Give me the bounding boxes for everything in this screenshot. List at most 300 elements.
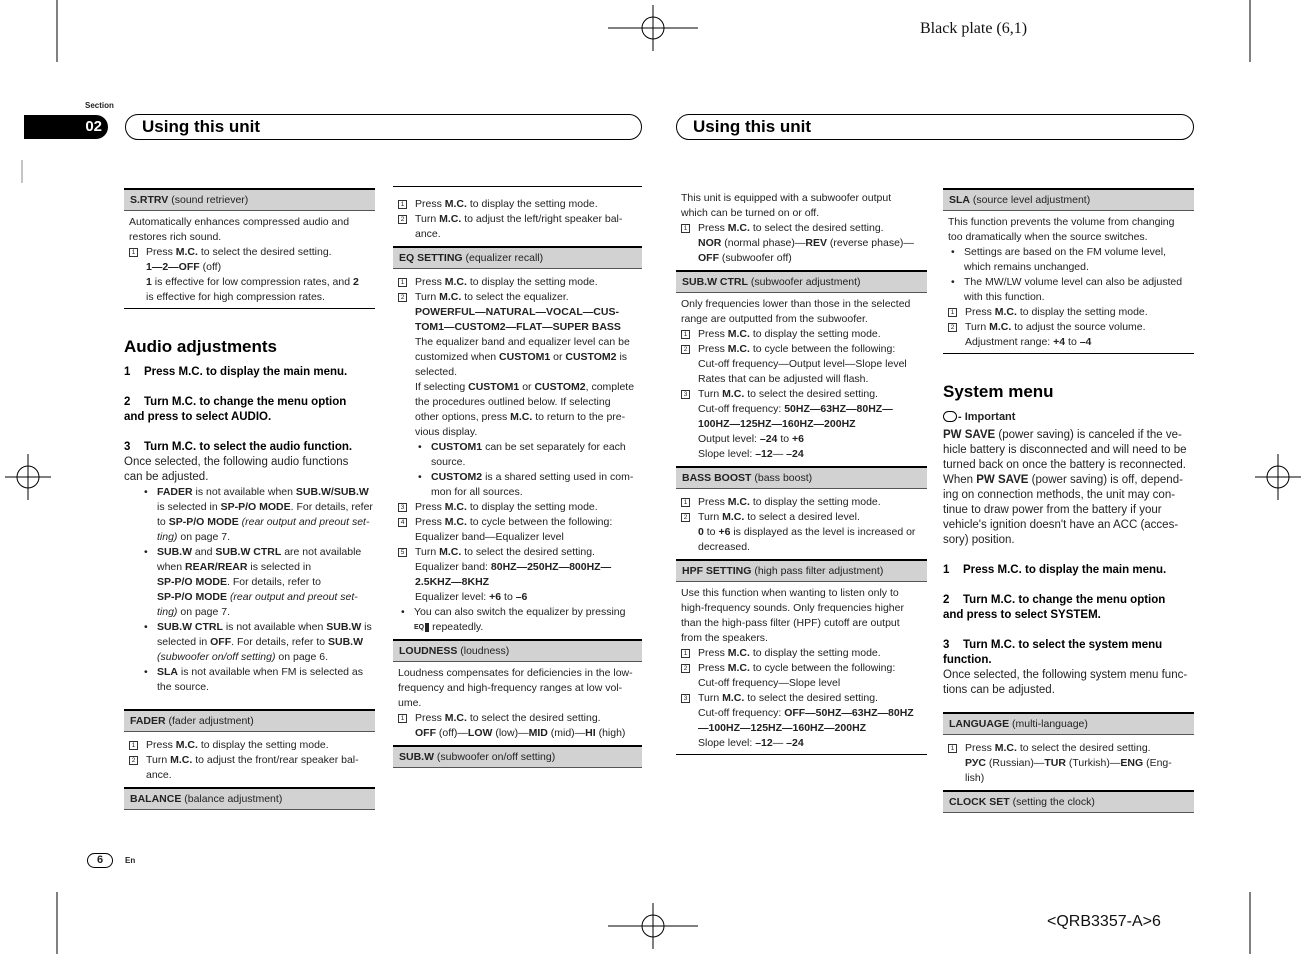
- bold-text: +6: [792, 433, 804, 445]
- text-line: [398, 696, 642, 711]
- text-run: from the speakers.: [681, 632, 768, 644]
- procedure-step-heading: [943, 638, 1194, 668]
- text-run: and: [192, 546, 216, 558]
- step-item: [948, 741, 1194, 756]
- text-line: [948, 771, 1194, 786]
- step-number-box: 2: [681, 664, 690, 673]
- text-line: [681, 357, 927, 372]
- bold-text: M.C.: [727, 343, 750, 355]
- text-run: is a shared setting used in com-: [482, 471, 634, 483]
- bold-text: –12: [755, 737, 773, 749]
- text-run: (Eng-: [1143, 757, 1172, 769]
- section-header-subtitle: (bass boost): [751, 472, 813, 484]
- bold-text: M.C.: [444, 712, 467, 724]
- bold-text: —100HZ—125HZ—160HZ—200HZ: [698, 722, 867, 734]
- bold-text: –24: [786, 448, 804, 460]
- step-heading-line: [124, 410, 375, 425]
- bold-text: NOR: [698, 237, 722, 249]
- text-run: Once selected, the following audio functions: [124, 456, 349, 468]
- text-line: [681, 236, 927, 251]
- step-number-box: 4: [398, 518, 407, 527]
- text-run: When: [943, 474, 977, 486]
- section-label: Section: [85, 101, 114, 110]
- text-run: to display the setting mode.: [466, 276, 598, 288]
- step-item: [129, 245, 375, 260]
- text-run: to display the setting mode.: [749, 496, 881, 508]
- step-number: 3: [124, 441, 131, 453]
- text-run: to adjust the front/rear speaker bal-: [192, 754, 359, 766]
- bold-text: CUSTOM1: [468, 381, 520, 393]
- text-line: [124, 635, 375, 650]
- text-run: to display the setting mode.: [1016, 306, 1148, 318]
- step-number-box: 1: [398, 278, 407, 287]
- text-line: [681, 417, 927, 432]
- document-code: <QRB3357-A>6: [1047, 913, 1161, 930]
- bold-text: +6: [489, 591, 502, 603]
- text-run: Press: [415, 516, 445, 528]
- text-run: which remains unchanged.: [964, 261, 1089, 273]
- text-line: [681, 721, 927, 736]
- text-run: is not available when: [222, 621, 327, 633]
- bold-text: SUB.W: [328, 636, 363, 648]
- text-run: to cycle between the following:: [749, 343, 896, 355]
- registration-mark-left: [5, 454, 51, 500]
- step-item: [948, 320, 1194, 335]
- text-run: is not available when: [192, 486, 296, 498]
- section-header-title: SUB.W CTRL: [682, 276, 748, 288]
- text-line: [129, 215, 375, 230]
- step-item: [681, 510, 927, 525]
- section-header-sla: [943, 188, 1194, 211]
- important-label: - Important: [958, 411, 1016, 423]
- section-header-clock-set: [943, 790, 1194, 813]
- bold-text: CUSTOM2: [431, 471, 483, 483]
- text-run: other options, press: [415, 411, 511, 423]
- text-line: [398, 726, 642, 741]
- text-line: [124, 500, 375, 515]
- bold-text: M.C.: [170, 754, 193, 766]
- text-run: ance.: [415, 228, 441, 240]
- procedure-step-heading: [124, 395, 375, 425]
- text-run: to select the desired setting.: [749, 222, 884, 234]
- step-heading-line: [943, 653, 1194, 668]
- step-heading-line: [943, 593, 1194, 608]
- bullet-item: [948, 245, 1194, 260]
- text-run: (off)—: [436, 727, 468, 739]
- text-run: to select a desired level.: [744, 511, 860, 523]
- column-4: [943, 186, 1194, 817]
- important-icon: [943, 411, 957, 422]
- text-line: [948, 215, 1194, 230]
- step-item: [681, 646, 927, 661]
- text-run: Loudness compensates for deficiencies in the low-: [398, 667, 633, 679]
- bold-text: OFF: [698, 252, 719, 264]
- step-number-box: 1: [681, 649, 690, 658]
- text-line: [398, 590, 642, 605]
- column-3: [676, 186, 927, 755]
- bullet-item: [124, 485, 375, 500]
- text-run: Press: [146, 246, 176, 258]
- text-run: Press: [415, 501, 445, 513]
- text-run: —: [772, 448, 787, 460]
- bullet-item: [398, 605, 642, 620]
- text-run: decreased.: [698, 541, 750, 553]
- text-run: on page 7.: [177, 531, 230, 543]
- text-run: (reverse phase)—: [826, 237, 914, 249]
- step-heading-line: [124, 440, 375, 455]
- text-run: or: [519, 381, 535, 393]
- step-number-box: 3: [398, 503, 407, 512]
- column-1: [124, 186, 375, 814]
- text-line: [681, 297, 927, 312]
- section-header-loudness: [393, 639, 642, 662]
- step-item: [398, 711, 642, 726]
- bold-text: CUSTOM1: [499, 351, 551, 363]
- bold-text: LOW: [467, 727, 493, 739]
- text-line: [943, 683, 1194, 698]
- text-run: to display the setting mode.: [197, 739, 329, 751]
- text-run: (power saving) is off, depend-: [1028, 474, 1183, 486]
- bold-text: SP-P/O MODE: [220, 501, 291, 513]
- text-line: [681, 312, 927, 327]
- text-run: to adjust the source volume.: [1011, 321, 1146, 333]
- step-number-box: 2: [398, 293, 407, 302]
- step-heading-text: function.: [943, 654, 992, 666]
- text-run: Press: [698, 343, 728, 355]
- text-run: turned back on once the battery is reconnected.: [943, 459, 1186, 471]
- section-header-s-rtrv: [124, 188, 375, 211]
- text-run: mon for all sources.: [431, 486, 523, 498]
- section-header-subtitle: (setting the clock): [1009, 796, 1095, 808]
- section-header-title: FADER: [130, 715, 166, 727]
- text-line: [948, 260, 1194, 275]
- column-2: [393, 186, 642, 772]
- text-line: [681, 736, 927, 751]
- step-heading-text: Turn M.C. to select the audio function.: [144, 441, 353, 453]
- text-line: [398, 575, 642, 590]
- bold-text: CUSTOM2: [534, 381, 586, 393]
- step-number-box: 3: [681, 694, 690, 703]
- text-line: [398, 666, 642, 681]
- bold-text: REAR/REAR: [185, 561, 248, 573]
- text-line: [948, 335, 1194, 350]
- step-heading-text: and press to select AUDIO.: [124, 411, 272, 423]
- step-number-box: 3: [681, 390, 690, 399]
- bold-text: SUB.W CTRL: [215, 546, 282, 558]
- text-run: Press: [698, 496, 728, 508]
- bold-text: 2: [353, 276, 359, 288]
- text-run: on page 6.: [275, 651, 329, 663]
- section-header-title: S.RTRV: [130, 194, 169, 206]
- text-run: This function prevents the volume from changing: [948, 216, 1175, 228]
- text-run: Rates that can be adjusted will flash.: [698, 373, 869, 385]
- text-run: selected in: [157, 636, 211, 648]
- section-body: [393, 666, 642, 741]
- text-line: [681, 525, 927, 540]
- bold-text: РУС: [965, 757, 986, 769]
- text-line: [398, 681, 642, 696]
- bold-text: M.C.: [510, 411, 533, 423]
- registration-mark-top: [608, 5, 698, 51]
- bold-text: POWERFUL—NATURAL—VOCAL—CUS-: [415, 306, 619, 318]
- bold-text: ENG: [1120, 757, 1144, 769]
- text-line: [943, 503, 1194, 518]
- text-run: source.: [431, 456, 466, 468]
- text-run: to select the equalizer.: [461, 291, 569, 303]
- text-run: Turn: [415, 213, 440, 225]
- text-run: to cycle between the following:: [749, 662, 896, 674]
- section-header-language: [943, 712, 1194, 735]
- section-header-subtitle: (high pass filter adjustment): [751, 565, 884, 577]
- text-line: [681, 372, 927, 387]
- bold-text: TOM1—CUSTOM2—FLAT—SUPER BASS: [415, 321, 621, 333]
- text-run: Press: [698, 662, 728, 674]
- bold-text: CUSTOM2: [565, 351, 617, 363]
- text-line: [129, 768, 375, 783]
- bullet-icon: •: [418, 441, 422, 453]
- bold-text: –24: [759, 433, 778, 445]
- body-text: [124, 455, 375, 695]
- step-item: [398, 545, 642, 560]
- text-run: . For details, refer to: [231, 636, 328, 648]
- bullet-icon: •: [144, 621, 148, 633]
- text-line: [943, 473, 1194, 488]
- section-header-eq-setting: [393, 246, 642, 269]
- step-item: [681, 327, 927, 342]
- step-number: 3: [943, 639, 950, 651]
- text-run: This unit is equipped with a subwoofer output: [681, 192, 892, 204]
- text-run: Press: [415, 198, 445, 210]
- step-number-box: 2: [129, 756, 138, 765]
- bold-text: M.C.: [439, 213, 462, 225]
- text-run: to display the setting mode.: [749, 647, 881, 659]
- text-run: If selecting: [415, 381, 469, 393]
- bold-text: M.C.: [727, 328, 750, 340]
- text-run: to select the desired setting.: [744, 692, 878, 704]
- section-header-title: SUB.W: [399, 751, 434, 763]
- text-run: to display the setting mode.: [749, 328, 881, 340]
- italic-text: (subwoofer on/off setting): [157, 651, 276, 663]
- bold-text: SLA: [157, 666, 178, 678]
- text-run: Only frequencies lower than those in the selected: [681, 298, 911, 310]
- bold-text: MID: [528, 727, 548, 739]
- text-run: to: [157, 516, 169, 528]
- text-line: [681, 586, 927, 601]
- section-header-title: LANGUAGE: [949, 718, 1010, 730]
- text-line: [398, 320, 642, 335]
- text-run: to select the desired setting.: [744, 388, 878, 400]
- text-line: [124, 530, 375, 545]
- text-line: [124, 680, 375, 695]
- section-body: [676, 586, 927, 755]
- bullet-icon: •: [951, 246, 955, 258]
- step-item: [681, 342, 927, 357]
- bold-text: M.C.: [722, 692, 745, 704]
- text-line: [943, 458, 1194, 473]
- text-run: (power saving) is canceled if the ve-: [995, 429, 1182, 441]
- text-run: Settings are based on the FM volume level,: [964, 246, 1166, 258]
- section-body: [393, 186, 642, 242]
- italic-text: ting): [157, 606, 178, 618]
- text-run: is effective for low compression rates, and: [151, 276, 353, 288]
- text-run: range are outputted from the subwoofer.: [681, 313, 868, 325]
- text-run: Cut-off frequency—Output level—Slope level: [698, 358, 907, 370]
- text-line: [398, 380, 642, 395]
- text-run: selected.: [415, 366, 458, 378]
- text-run: Turn: [415, 291, 440, 303]
- step-number: 2: [124, 396, 131, 408]
- step-number-box: 1: [398, 200, 407, 209]
- section-number-tab: 02: [24, 115, 108, 139]
- text-line: [943, 668, 1194, 683]
- bullet-icon: •: [144, 546, 148, 558]
- step-item: [398, 212, 642, 227]
- text-run: tions can be adjusted.: [943, 684, 1055, 696]
- text-line: [398, 227, 642, 242]
- procedure-step-heading: [124, 440, 375, 455]
- bullet-icon: •: [951, 276, 955, 288]
- step-number-box: 1: [681, 498, 690, 507]
- section-header-sub-w-ctrl: [676, 270, 927, 293]
- text-line: [943, 443, 1194, 458]
- text-run: Cut-off frequency:: [698, 403, 785, 415]
- text-run: the procedures outlined below. If selecting: [415, 396, 611, 408]
- bold-text: M.C.: [994, 742, 1017, 754]
- text-line: [943, 428, 1194, 443]
- text-run: Once selected, the following system menu func-: [943, 669, 1188, 681]
- step-number-box: 1: [129, 741, 138, 750]
- text-run: can be adjusted.: [124, 471, 209, 483]
- bold-text: M.C.: [175, 246, 198, 258]
- text-run: ing on connection methods, the unit may con-: [943, 489, 1176, 501]
- step-item: [681, 661, 927, 676]
- text-run: Cut-off frequency—Slope level: [698, 677, 841, 689]
- bold-text: 100HZ—125HZ—160HZ—200HZ: [698, 418, 856, 430]
- bold-text: 50HZ—63HZ—80HZ—: [784, 403, 893, 415]
- text-line: [681, 432, 927, 447]
- text-line: [398, 620, 642, 635]
- text-run: Press: [965, 742, 995, 754]
- bold-text: PW SAVE: [976, 474, 1029, 486]
- section-header-fader: [124, 709, 375, 732]
- text-line: [398, 350, 642, 365]
- text-line: [948, 230, 1194, 245]
- italic-text: (rear output and preout set-: [229, 591, 358, 603]
- text-line: [124, 590, 375, 605]
- text-line: [943, 533, 1194, 548]
- text-run: too dramatically when the source switches.: [948, 231, 1148, 243]
- section-body: [676, 186, 927, 266]
- text-run: to cycle between the following:: [466, 516, 613, 528]
- bold-text: CUSTOM1: [431, 441, 483, 453]
- bold-text: OFF: [415, 727, 436, 739]
- step-number-box: 1: [681, 224, 690, 233]
- text-run: is displayed as the level is increased or: [730, 526, 916, 538]
- section-heading: Audio adjustments: [124, 337, 278, 356]
- bold-text: –4: [1079, 336, 1092, 348]
- bold-text: FADER: [157, 486, 193, 498]
- bold-text: M.C.: [444, 516, 467, 528]
- bold-text: +4: [1053, 336, 1066, 348]
- text-line: [398, 305, 642, 320]
- text-line: [398, 455, 642, 470]
- step-item: [681, 387, 927, 402]
- section-header-subtitle: (subwoofer adjustment): [747, 276, 861, 288]
- text-run: (normal phase)—: [721, 237, 806, 249]
- text-run: Press: [698, 222, 728, 234]
- text-run: are not available: [281, 546, 362, 558]
- registration-mark-right: [1255, 454, 1301, 500]
- bold-text: SUB.W: [326, 621, 362, 633]
- step-number-box: 1: [948, 308, 957, 317]
- text-run: restores rich sound.: [129, 231, 222, 243]
- text-run: (off): [199, 261, 222, 273]
- registration-mark-bottom: [608, 903, 698, 949]
- procedure-step-heading: [124, 365, 375, 380]
- text-run: Equalizer level:: [415, 591, 490, 603]
- bold-text: PW SAVE: [943, 429, 996, 441]
- bold-text: M.C.: [727, 647, 750, 659]
- procedure-step-heading: [943, 593, 1194, 623]
- procedure-step-heading: [943, 563, 1194, 578]
- step-heading-line: [943, 608, 1194, 623]
- section-header-subtitle: (balance adjustment): [181, 793, 283, 805]
- text-line: [681, 601, 927, 616]
- text-line: [681, 631, 927, 646]
- bold-text: M.C.: [722, 511, 745, 523]
- text-run: (subwoofer off): [719, 252, 792, 264]
- bold-text: M.C.: [444, 501, 467, 513]
- text-line: [129, 275, 375, 290]
- text-run: on page 7.: [177, 606, 230, 618]
- text-run: lish): [965, 772, 985, 784]
- step-number: 1: [124, 366, 131, 378]
- bullet-icon: •: [144, 666, 148, 678]
- bold-text: M.C.: [444, 198, 467, 210]
- text-line: [398, 335, 642, 350]
- bold-text: SP-P/O MODE: [157, 591, 228, 603]
- bold-text: M.C.: [989, 321, 1012, 333]
- text-run: Slope level:: [698, 737, 756, 749]
- step-heading-text: Press M.C. to display the main menu.: [963, 564, 1167, 576]
- step-item: [681, 691, 927, 706]
- text-line: [124, 455, 375, 470]
- text-line: [681, 706, 927, 721]
- bold-text: SUB.W/SUB.W: [295, 486, 369, 498]
- step-number-box: 2: [681, 513, 690, 522]
- text-line: [943, 488, 1194, 503]
- bold-text: M.C.: [175, 739, 198, 751]
- text-run: The MW/LW volume level can also be adjusted: [964, 276, 1183, 288]
- section-header-title: HPF SETTING: [682, 565, 752, 577]
- text-line: [681, 206, 927, 221]
- section-header-sub-w: [393, 745, 642, 768]
- text-run: Turn: [965, 321, 990, 333]
- text-line: [681, 540, 927, 555]
- step-heading-line: [943, 563, 1194, 578]
- step-item: [681, 221, 927, 236]
- step-number-box: 2: [681, 345, 690, 354]
- section-header-title: CLOCK SET: [949, 796, 1010, 808]
- step-heading-text: and press to select SYSTEM.: [943, 609, 1101, 621]
- step-item: [129, 738, 375, 753]
- text-run: or: [550, 351, 566, 363]
- text-line: [124, 605, 375, 620]
- text-run: Turn: [698, 511, 723, 523]
- bullet-item: [124, 665, 375, 680]
- text-run: to select the desired setting.: [197, 246, 332, 258]
- section-header-subtitle: (sound retriever): [168, 194, 249, 206]
